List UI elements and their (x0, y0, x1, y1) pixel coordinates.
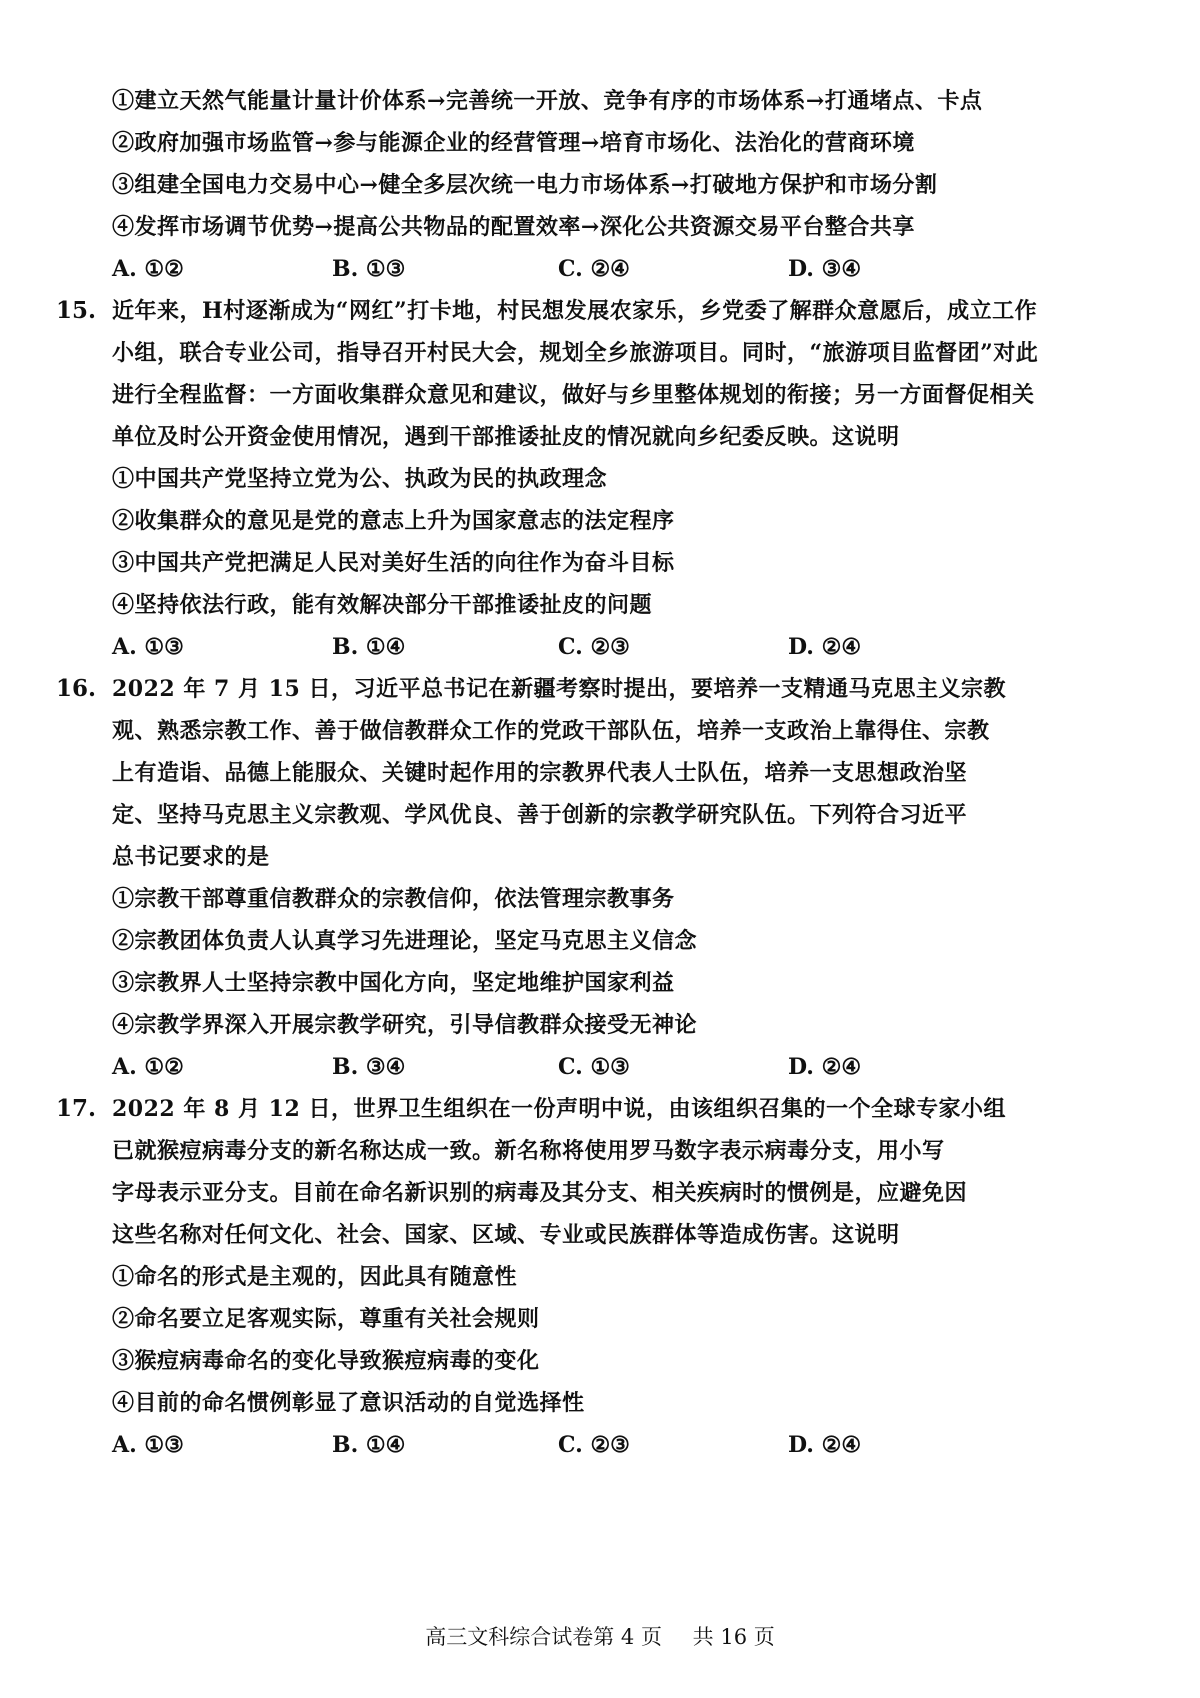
q17-answer-d: D. ②④ (788, 1432, 862, 1458)
q16-stem-line-2: 观、熟悉宗教工作、善于做信教群众工作的党政干部队伍，培养一支政治上靠得住、宗教 (112, 718, 990, 744)
q15-answer-d: D. ②④ (788, 634, 862, 660)
q14-option-1: ①建立天然气能量计量计价体系→完善统一开放、竞争有序的市场体系→打通堵点、卡点 (112, 88, 983, 114)
page-footer (0, 1622, 1200, 1652)
q15-option-4: ④坚持依法行政，能有效解决部分干部推诿扯皮的问题 (112, 592, 653, 618)
q17-option-3: ③猴痘病毒命名的变化导致猴痘病毒的变化 (112, 1348, 540, 1374)
q16-stem-line-4: 定、坚持马克思主义宗教观、学风优良、善于创新的宗教学研究队伍。下列符合习近平 (112, 802, 968, 828)
q16-answer-a: A. ①② (112, 1054, 184, 1080)
q15-stem-line-4: 单位及时公开资金使用情况，遇到干部推诿扯皮的情况就向乡纪委反映。这说明 (112, 424, 900, 450)
q17-option-2: ②命名要立足客观实际，尊重有关社会规则 (112, 1306, 540, 1332)
footer-page-label: 高三文科综合试卷第 4 页 (425, 1625, 662, 1649)
q17-stem-line-1: 2022 年 8 月 12 日，世界卫生组织在一份声明中说，由该组织召集的一个全球专家小组 (112, 1096, 1006, 1122)
q15-answer-b: B. ①④ (332, 634, 406, 660)
q16-option-2: ②宗教团体负责人认真学习先进理论，坚定马克思主义信念 (112, 928, 698, 954)
q17-answer-a: A. ①③ (112, 1432, 184, 1458)
q14-answer-b: B. ①③ (332, 256, 406, 282)
q17-answer-c: C. ②③ (558, 1432, 630, 1458)
q17-option-4: ④目前的命名惯例彰显了意识活动的自觉选择性 (112, 1390, 585, 1416)
q16-stem-line-1: 2022 年 7 月 15 日，习近平总书记在新疆考察时提出，要培养一支精通马克思主义宗教 (112, 676, 1006, 702)
q15-stem-line-1: 近年来，H村逐渐成为“网红”打卡地，村民想发展农家乐，乡党委了解群众意愿后，成立工作 (112, 298, 1038, 324)
q17-stem-line-3: 字母表示亚分支。目前在命名新识别的病毒及其分支、相关疾病时的惯例是，应避免因 (112, 1180, 968, 1206)
q15-stem-line-2: 小组，联合专业公司，指导召开村民大会，规划全乡旅游项目。同时，“旅游项目监督团”对此 (112, 340, 1039, 366)
q17-answer-b: B. ①④ (332, 1432, 406, 1458)
q15-stem-line-3: 进行全程监督：一方面收集群众意见和建议，做好与乡里整体规划的衔接；另一方面督促相关 (112, 382, 1035, 408)
q14-answer-c: C. ②④ (558, 256, 630, 282)
q14-answer-d: D. ③④ (788, 256, 862, 282)
q14-answer-a: A. ①② (112, 256, 184, 282)
q17-number: 17. (56, 1095, 97, 1122)
q15-answer-a: A. ①③ (112, 634, 184, 660)
q16-option-3: ③宗教界人士坚持宗教中国化方向，坚定地维护国家利益 (112, 970, 675, 996)
q14-option-4: ④发挥市场调节优势→提高公共物品的配置效率→深化公共资源交易平台整合共享 (112, 214, 915, 240)
q17-stem-line-2: 已就猴痘病毒分支的新名称达成一致。新名称将使用罗马数字表示病毒分支，用小写 (112, 1138, 945, 1164)
q14-option-3: ③组建全国电力交易中心→健全多层次统一电力市场体系→打破地方保护和市场分割 (112, 172, 938, 198)
q16-answer-c: C. ①③ (558, 1054, 630, 1080)
q16-stem-line-5: 总书记要求的是 (112, 844, 270, 870)
q16-option-1: ①宗教干部尊重信教群众的宗教信仰，依法管理宗教事务 (112, 886, 675, 912)
q16-option-4: ④宗教学界深入开展宗教学研究，引导信教群众接受无神论 (112, 1012, 698, 1038)
q17-option-1: ①命名的形式是主观的，因此具有随意性 (112, 1264, 518, 1290)
footer-total-label: 共 16 页 (692, 1625, 775, 1649)
q15-number: 15. (56, 297, 97, 324)
q16-answer-d: D. ②④ (788, 1054, 862, 1080)
q17-stem-line-4: 这些名称对任何文化、社会、国家、区域、专业或民族群体等造成伤害。这说明 (112, 1222, 900, 1248)
q14-option-2: ②政府加强市场监管→参与能源企业的经营管理→培育市场化、法治化的营商环境 (112, 130, 915, 156)
q15-option-3: ③中国共产党把满足人民对美好生活的向往作为奋斗目标 (112, 550, 675, 576)
q15-option-2: ②收集群众的意见是党的意志上升为国家意志的法定程序 (112, 508, 675, 534)
q16-stem-line-3: 上有造诣、品德上能服众、关键时起作用的宗教界代表人士队伍，培养一支思想政治坚 (112, 760, 968, 786)
q16-number: 16. (56, 675, 97, 702)
q15-option-1: ①中国共产党坚持立党为公、执政为民的执政理念 (112, 466, 608, 492)
q15-answer-c: C. ②③ (558, 634, 630, 660)
q16-answer-b: B. ③④ (332, 1054, 406, 1080)
